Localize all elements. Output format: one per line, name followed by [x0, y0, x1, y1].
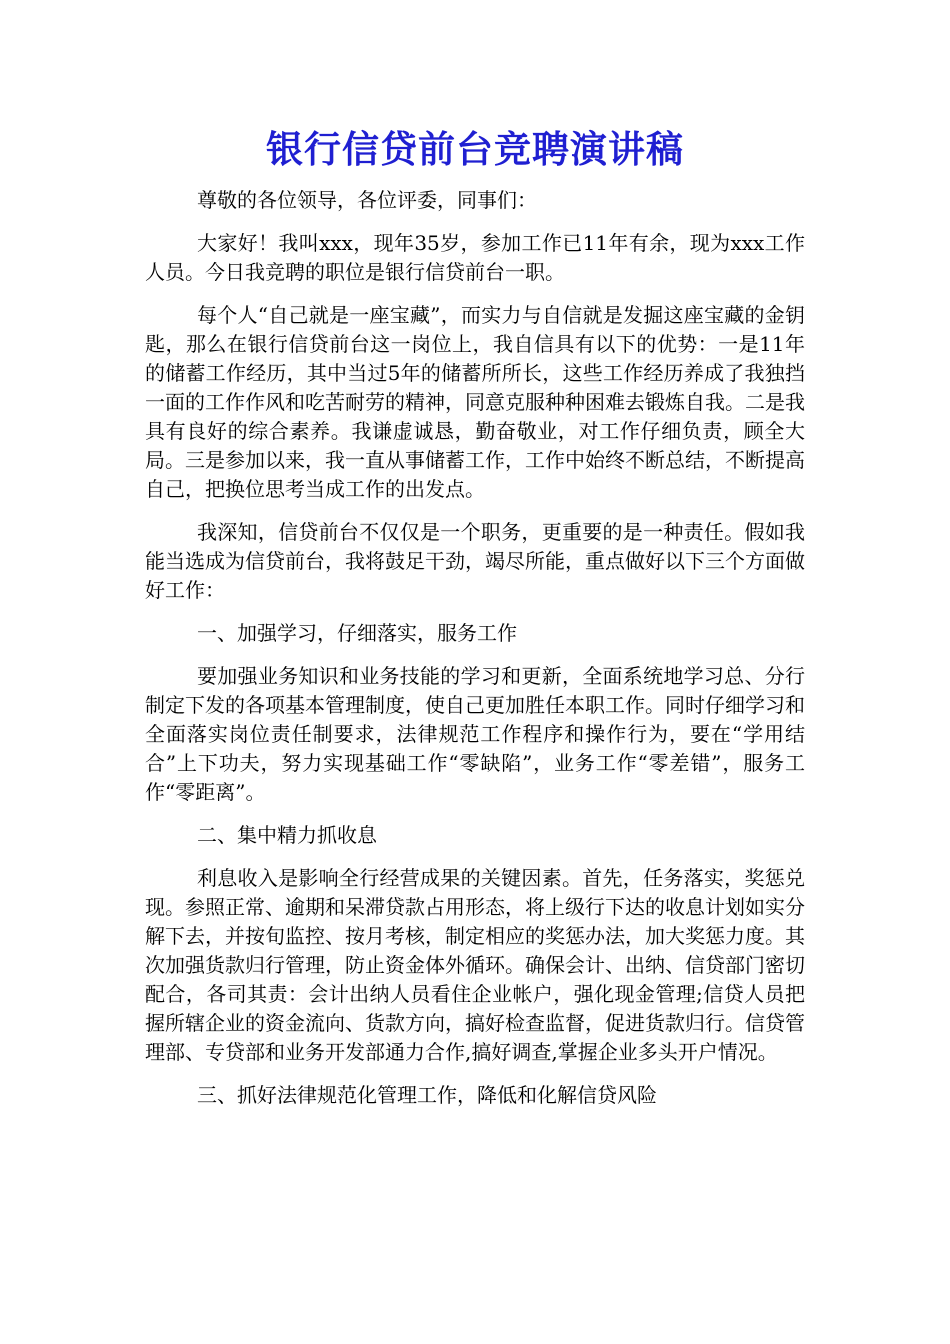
section-heading-3: 三、抓好法律规范化管理工作，降低和化解信贷风险 [197, 1083, 657, 1107]
document-title: 银行信贷前台竞聘演讲稿 [266, 127, 684, 171]
paragraph-advantages: 每个人“自己就是一座宝藏”，而实力与自信就是发掘这座宝藏的金钥匙，那么在银行信贷前台这一岗位上，我自信具有以下的优势：一是11年的储蓄工作经历，其中当过5年的储蓄所所长，这些工作经历养成了我独挡一面的工作作风和吃苦耐劳的精神，同意克服种种困难去锻炼自我。二是我具有良好的综合素养。我谦虚诚恳，勤奋敬业，对工作仔细负责，顾全大局。三是参加以来，我一直从事储蓄工作，工作中始终不断总结，不断提高自己，把换位思考当成工作的出发点。 [145, 303, 805, 501]
section-body-2: 利息收入是影响全行经营成果的关键因素。首先，任务落实，奖惩兑现。参照正常、逾期和呆滞贷款占用形态，将上级行下达的收息计划如实分解下去，并按旬监控、按月考核，制定相应的奖惩办法，加大奖惩力度。其次加强货款归行管理，防止资金体外循环。确保会计、出纳、信贷部门密切配合，各司其责：会计出纳人员看住企业帐户，强化现金管理;信贷人员把握所辖企业的资金流向、货款方向，搞好检查监督，促进货款归行。信贷管理部、专贷部和业务开发部通力合作,搞好调查,掌握企业多头开户情况。 [145, 866, 805, 1064]
salutation: 尊敬的各位领导，各位评委，同事们： [197, 188, 537, 212]
paragraph-responsibility: 我深知，信贷前台不仅仅是一个职务，更重要的是一种责任。假如我能当选成为信贷前台，我将鼓足干劲，竭尽所能，重点做好以下三个方面做好工作： [145, 520, 805, 602]
section-body-1: 要加强业务知识和业务技能的学习和更新，全面系统地学习总、分行制定下发的各项基本管理制度，使自己更加胜任本职工作。同时仔细学习和全面落实岗位责任制要求，法律规范工作程序和操作行为，要在“学用结合”上下功夫，努力实现基础工作“零缺陷”，业务工作“零差错”，服务工作“零距离”。 [145, 664, 805, 804]
section-heading-2: 二、集中精力抓收息 [197, 823, 377, 847]
document-page [145, 118, 805, 1124]
section-heading-1: 一、加强学习，仔细落实，服务工作 [197, 621, 517, 645]
paragraph-intro: 大家好！我叫xxx，现年35岁，参加工作已11年有余，现为xxx工作人员。今日我竞聘的职位是银行信贷前台一职。 [145, 231, 805, 284]
